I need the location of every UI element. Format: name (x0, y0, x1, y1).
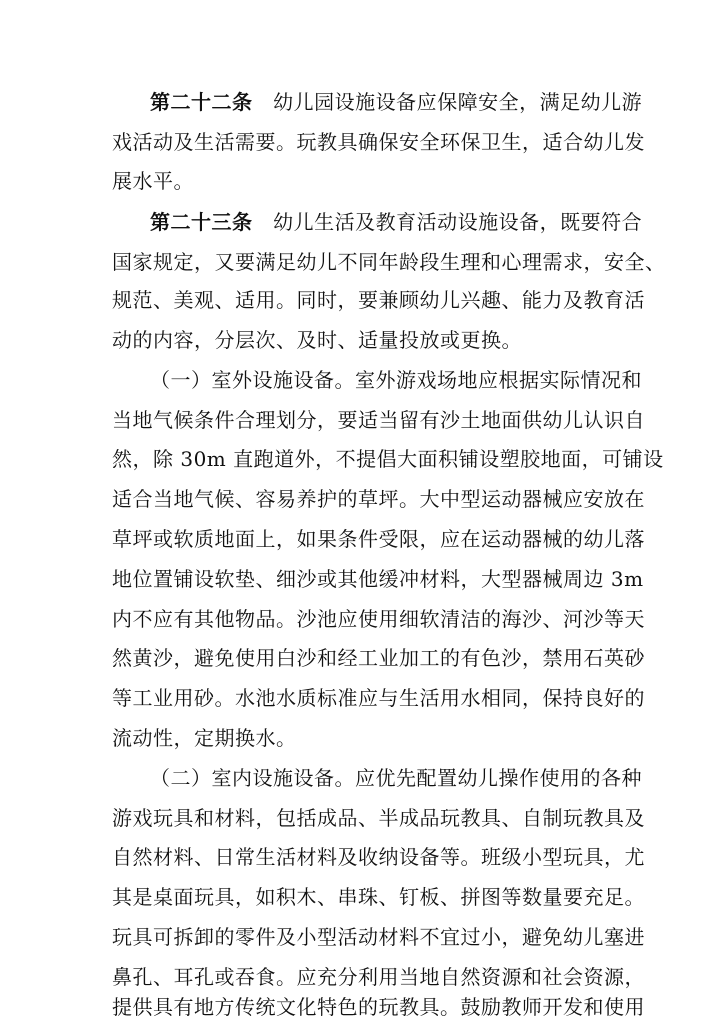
item-2-line-7: 提供具有地方传统文化特色的玩教具。鼓励教师开发和使用 (112, 995, 645, 1019)
item-1-line-5: 草坪或软质地面上，如果条件受限，应在运动器械的幼儿落 (112, 527, 645, 551)
item-2-line-4: 其是桌面玩具，如积木、串珠、钉板、拼图等数量要充足。 (112, 885, 645, 909)
item-1-line-10: 流动性，定期换水。 (112, 726, 297, 750)
item-2-line-1: （二）室内设施设备。应优先配置幼儿操作使用的各种 (150, 766, 642, 790)
article-22-line-1 (150, 87, 643, 117)
item-1-line-1: （一）室外设施设备。室外游戏场地应根据实际情况和 (150, 368, 642, 392)
article-22-heading: 第二十二条 (150, 90, 253, 114)
item-1-line-2: 当地气候条件合理划分，要适当留有沙土地面供幼儿认识自 (112, 408, 645, 432)
item-1-line-7: 内不应有其他物品。沙池应使用细软清洁的海沙、河沙等天 (112, 607, 645, 631)
item-2-line-6: 鼻孔、耳孔或吞食。应充分利用当地自然资源和社会资源， (112, 965, 645, 989)
item-1-line-9: 等工业用砂。水池水质标准应与生活用水相同，保持良好的 (112, 686, 645, 710)
item-2-line-2: 游戏玩具和材料，包括成品、半成品玩教具、自制玩教具及 (112, 806, 645, 830)
item-1-line-3: 然，除 30m 直跑道外，不提倡大面积铺设塑胶地面，可铺设 (112, 447, 664, 471)
article-23-line-2: 国家规定，又要满足幼儿不同年龄段生理和心理需求，安全、 (112, 250, 666, 274)
article-23-line-1 (150, 207, 643, 237)
article-22-line-3: 展水平。 (112, 169, 194, 193)
item-2-line-5: 玩具可拆卸的零件及小型活动材料不宜过小，避免幼儿塞进 (112, 925, 645, 949)
article-23-heading: 第二十三条 (150, 210, 253, 234)
item-1-line-4: 适合当地气候、容易养护的草坪。大中型运动器械应安放在 (112, 487, 645, 511)
item-2-line-3: 自然材料、日常生活材料及收纳设备等。班级小型玩具，尤 (112, 845, 645, 869)
article-22-text: 幼儿园设施设备应保障安全，满足幼儿游 (273, 90, 643, 114)
article-23-line-4: 动的内容，分层次、及时、适量投放或更换。 (112, 328, 522, 352)
item-1-line-6: 地位置铺设软垫、细沙或其他缓冲材料，大型器械周边 3m (112, 567, 644, 591)
article-22-line-2: 戏活动及生活需要。玩教具确保安全环保卫生，适合幼儿发 (112, 130, 645, 154)
article-23-text: 幼儿生活及教育活动设施设备，既要符合 (273, 210, 643, 234)
item-1-line-8: 然黄沙，避免使用白沙和经工业加工的有色沙，禁用石英砂 (112, 646, 645, 670)
article-23-line-3: 规范、美观、适用。同时，要兼顾幼儿兴趣、能力及教育活 (112, 288, 645, 312)
